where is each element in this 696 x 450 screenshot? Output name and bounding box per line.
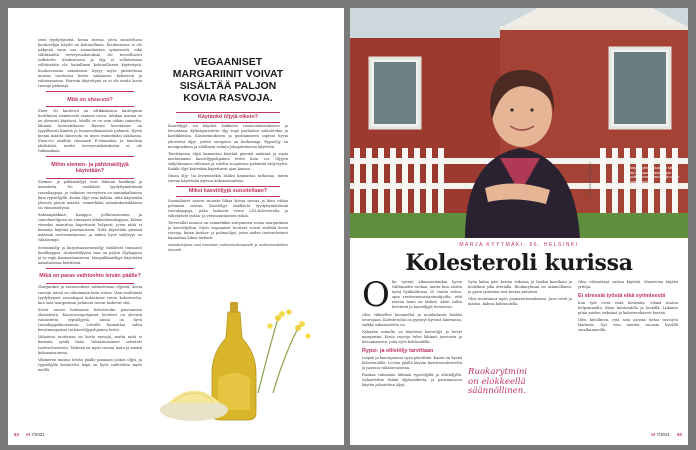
divider (176, 196, 280, 197)
big-quote-line: KOVIA RASVOJA. (183, 92, 273, 104)
body-paragraph: Olen muuttanut myös juomatottumuksiani. Juon vettä ja maitoa, kahvia kohtuudella. (468, 297, 572, 307)
hemp-paragraph: Siemen- ja pähkinäöljyt ovat lähinnä herkkuja ja maustetta. Ne sisältävät tyydyttymättömiä rasvahappoja, ja vaikutus terveyteen on samankaltainen kuin rypsiöljyllä. Koska öljyt ovat kalliita, niitä käytetään yleensä pieniä määriä, esimerkiksi salaatinkastikkeissa tai viimeistelyssä. (38, 180, 142, 210)
divider (46, 156, 134, 157)
left-footer (14, 432, 45, 437)
right-footer (651, 432, 682, 437)
left-column-2 (168, 110, 288, 256)
pull-quote-line: Ruokarytmini (468, 367, 528, 377)
subheading-rypsi: Rypsi- ja oliiviöljy tarvittaan (362, 348, 434, 355)
photo-caption: Marja Kyytmäki huolehtii siitä, että hän saa ruoasta paljon hyviä pehmeitä rasvoja ja vähän kovia rasvoja. (628, 166, 680, 184)
right-column-2 (468, 280, 572, 309)
subheading-palm: Mikä on paras vaihtoehto leivän päälle? (39, 273, 141, 280)
big-quote-line: SISÄLTÄÄ PALJON (179, 80, 277, 92)
left-column-1 (38, 38, 142, 375)
portrait-photo (350, 8, 688, 238)
right-column-3 (578, 280, 678, 335)
pull-quote (468, 368, 532, 397)
palm-paragraph-3: Valmiissa tuotteissa on kovia rasvoja, mutta niitä ei kannata syödä lisää. Valmistusaineet selviävät tuoteselosteesta. Tärkeää on myös rasvan laatu ja määrä kokonaisuutena. (38, 335, 142, 355)
body-paragraph: Olen kiitollinen, että sain ajoissa tietoa rasvojen laadusta. Nyt voin nauttia ruoasta hyvällä omallatunnolla. (578, 317, 678, 333)
subheading-stress: Ei stressiä työstä eikä syömisestä (578, 293, 666, 300)
body-paragraph: Nykyään minulla on käytössä kasviöljyt ja kevyt margariini. Kovia rasvoja tulee lähinnä juustosta ja leivonnaisista, joita syön kohtuudella. (362, 329, 462, 345)
expert-note: Asiantuntijoina ovat toimineet ravitsemusterapeutti ja ravitsemustieteen dosentti. (168, 243, 288, 253)
intro-paragraph: seen tyydyttyneitä, kovaa rasvaa, joten suositeltava kookosöljyn käyttö on kohtuullinen. Kookosrasva ei ole näkyvää vaan osa suomalaisten syömisestä, eikä välttämättä terveysvaikutuksia ole tieteellisesti todistettu. Kookosrasva ja öljy ei sellaisenaan välttämättä ole haitallinen kohtuullisesti käytettynä. Kookosrasvaa annoksissa löytyy myös piilotettuna muissa tuotteissa kuten suklaassa, kekseissä ja valmisruoissa. Harvoin käytettynä se ei ole muita kovia rasvoja pahempi. (38, 38, 142, 88)
right-column-1 (362, 275, 462, 390)
page-number: 63 (14, 432, 19, 437)
subheading-vegan: Miksi kasviöljyjä suositellaan? (188, 187, 268, 194)
which-paragraph-3: Oman öljy- tai levitemerkin lisäksi kannattaa tarkistaa, miten rasvaa käytetään arjessa kokonaisuutena. (168, 174, 288, 184)
body-paragraph: Olen vähitellen kuunnellut ja noudattanut heidän neuvojaan. Kolesterolini on pysynyt hyvissä lukemissa, vaikka sukurasitetta on. (362, 312, 462, 327)
subheading-hemp: Mihin siemen- ja pähkinäöljyjä käytetään? (51, 161, 129, 175)
which-paragraph-2: Tarvittaessa öljyä kannattaa käyttää pieninä määrinä ja sopia mieluummin kasviöljypohjainen levite kuin voi. Öljyjen säilyttäminen viileässä ja valolta suojattuna pidentää säilyvyyttä. Kaikki öljyt kuitenkin hapettuvat ajan kanssa. (168, 151, 288, 172)
hemp-paragraph-3: Seesamiöljy ja kurpitsansiemenöljy sisältävät runsaasti linolihappoa. Avokadoöljyssä taas on paljon öljyhappoa ja se sopii kuumentamiseen. Maapähkinäöljyä käytetään aasialaisessa keittiössä. (38, 245, 142, 265)
divider (46, 268, 134, 269)
subheading-which-oil: Käytänkö öljyjä oikein? (198, 113, 258, 120)
photo-credit: KUVA: ANNI KORKIAKOSKI (588, 162, 592, 198)
drop-cap: O (362, 275, 390, 315)
body-paragraph: Kun työt eivät enää kuormita, elämä tuntuu helpommalta. Käyn kuntosalilla ja lenkillä. Liikunta pitää mielen virkeänä ja kolesteroliarvot hyvinä. (578, 300, 678, 315)
divider (176, 186, 280, 187)
magazine-name: et (651, 432, 656, 437)
palm-paragraph-4: Välimeren maissa leivän päälle pannaan joskus öljyä, ja rypsiöljyllä kostutettu leipä on hyvä vaihtoehto myös meillä. (38, 357, 142, 372)
body-paragraph: Ruokaa valmistan lähinnä rypsiöljyllä ja oliiviöljyllä. Salaatteihin lisään öljykastiketta, ja paistamiseen käytän jalostettua öljyä. (362, 372, 462, 387)
big-quote-line: VEGAANISET (193, 56, 263, 68)
pull-quote-line: on elokkeellä (468, 376, 526, 387)
vegan-paragraph: Suomalaiset saavat ruoasta liikaa kovaa rasvaa ja liian vähän pehmeää rasvaa. Kasviöljyt sisältävät tyydyttymättömiä rasvahappoja, jotka laskevat veren LDL-kolesterolia ja vähentävät sydän- ja verisuonitautien riskiä. (168, 198, 288, 218)
hemp-paragraph-2: Saksanpähkinä-, hamppu-, pellavansiemen- ja camelinaöljyssä on runsaasti alfalinoleenihappoa. Kolme viimeksi mainittua hapettuvat helposti, joten niitä ei kannata käyttää paistamiseen. Niitä käytetään pieninä määrinä ravitsemuksessa, ja niiden hyvä säilyvyys on vähäisempi. (38, 212, 142, 243)
flower-icon (258, 309, 311, 393)
body-paragraph: Olen vähentänyt suolan käyttöä. Mausteina käytän yrttejä. (578, 280, 678, 290)
divider (46, 106, 134, 107)
subheading-shea: Mitä on shea-voi? (67, 96, 113, 103)
page-number: 63 (677, 432, 682, 437)
body-paragraph: lin syönyt aikaisemminkin hyvin välttämättä ruokaa, mutta kun aloitin työni Sydänliitossa 25 vuotta sitten, opin ravitsemusasiantuntijoilta, että rasvan laatu on tärkeä. Aloin valita levitteitä ja kasviöljyjä tietoisesti. (391, 280, 462, 310)
issue-number: 7/2021 (31, 432, 45, 437)
palm-paragraph: Margariinit ja rasvaseokset valmistetaan öljyistä, kovia rasvoja niissä on vähemmän kuin voissa. Voin sisältämät tyydyttyneet rasvahapot kohottavat veren kolesterolia, kun taas margariinin pehmeät rasvat laskevat sitä. (38, 285, 142, 305)
divider (46, 178, 134, 179)
oil-and-butter-illustration (158, 298, 328, 428)
issue-number: 7/2021 (656, 432, 670, 437)
divider (176, 122, 280, 123)
body-paragraph: Syön kalaa pari kertaa viikossa ja lisäksi kasviksia ja hedelmiä joka aterialla. Ruokarytmini on säännöllinen, ja pyrin syömään viisi kertaa päivässä. (468, 280, 572, 295)
divider (176, 112, 280, 113)
divider (46, 283, 134, 284)
vegan-paragraph-2: Tervetullut muutos on esimerkiksi siirtyminen voista margariiniin ja kasviöljyihin. Myös vegaaniset tuotteet voivat sisältää kovia rasvoja, kuten kookos- ja palmuöljyä, joten niiden tuoteselosteet kannattaa lukea tarkasti. (168, 220, 288, 241)
divider (46, 91, 134, 92)
palm-paragraph-2: Kovat rasvat haittaavat kolesterolin poistumista elimistöstä. Kasvirasvapohjaiset levitteet on yleensä valmistettu rypsiöljystä, niissä on hyvä rasvahappokoostumus. Leivälle kannattaa valita kevytmargariini tai kasviöljypohjainen levite. (38, 307, 142, 333)
big-quote-line: MARGARIINIT VOIVAT (172, 68, 284, 80)
body-paragraph: Leipää ja kaurapuuroa syön päivittäin. Kaura on hyvää kolesterolille. Leivän päällä käytän kasvirasvalevitettä ja juustoa vähärasvaisena. (362, 355, 462, 370)
shea-paragraph: Shea- eli karitevoi on afrikkalaisen karitepuun hedelmien siemenestä saatava rasva. Afrikan maissa se on yleisesti käytössä. Meillä se on vain vähän tunnettu, lähinnä kosmetiikassa. Rasvan koostumus on tyypillisesti kiinteä ja huoneenlämmössä pehmeä. Hyvin pieniä määriä sheavoita on myös esimerkiksi suklaassa. Shea-voi sisältää runsaasti E-vitamiinia ja fenolisia yhdisteitä, mutta terveysvaikutuksista ei ole tutkimuksia. (38, 108, 142, 154)
big-pull-quote (168, 56, 288, 104)
right-page (350, 8, 688, 445)
pull-quote-line: säännöllinen. (468, 386, 527, 397)
article-headline: Kolesteroli kurissa (405, 250, 633, 276)
which-paragraph: Kasviöljyjä voi käyttää kaikkeen ruoanvalmistukseen ja leivontaan. Kylmäpuristettu öljy sopii parhaiten salaatteihin ja kastikkeisiin. Kuumennukseen ja paistamiseen sopivat hyvin jalostetut öljyt, joiden savupiste on korkeampi. Rypsiöljy on monipuolinen ja edullinen valinta jokapäiväiseen käyttöön. (168, 124, 288, 149)
left-page (8, 8, 344, 445)
magazine-name: et (26, 432, 31, 437)
article-kicker: MARJA KYYTMÄKI, 66, HELSINKI (459, 242, 579, 248)
